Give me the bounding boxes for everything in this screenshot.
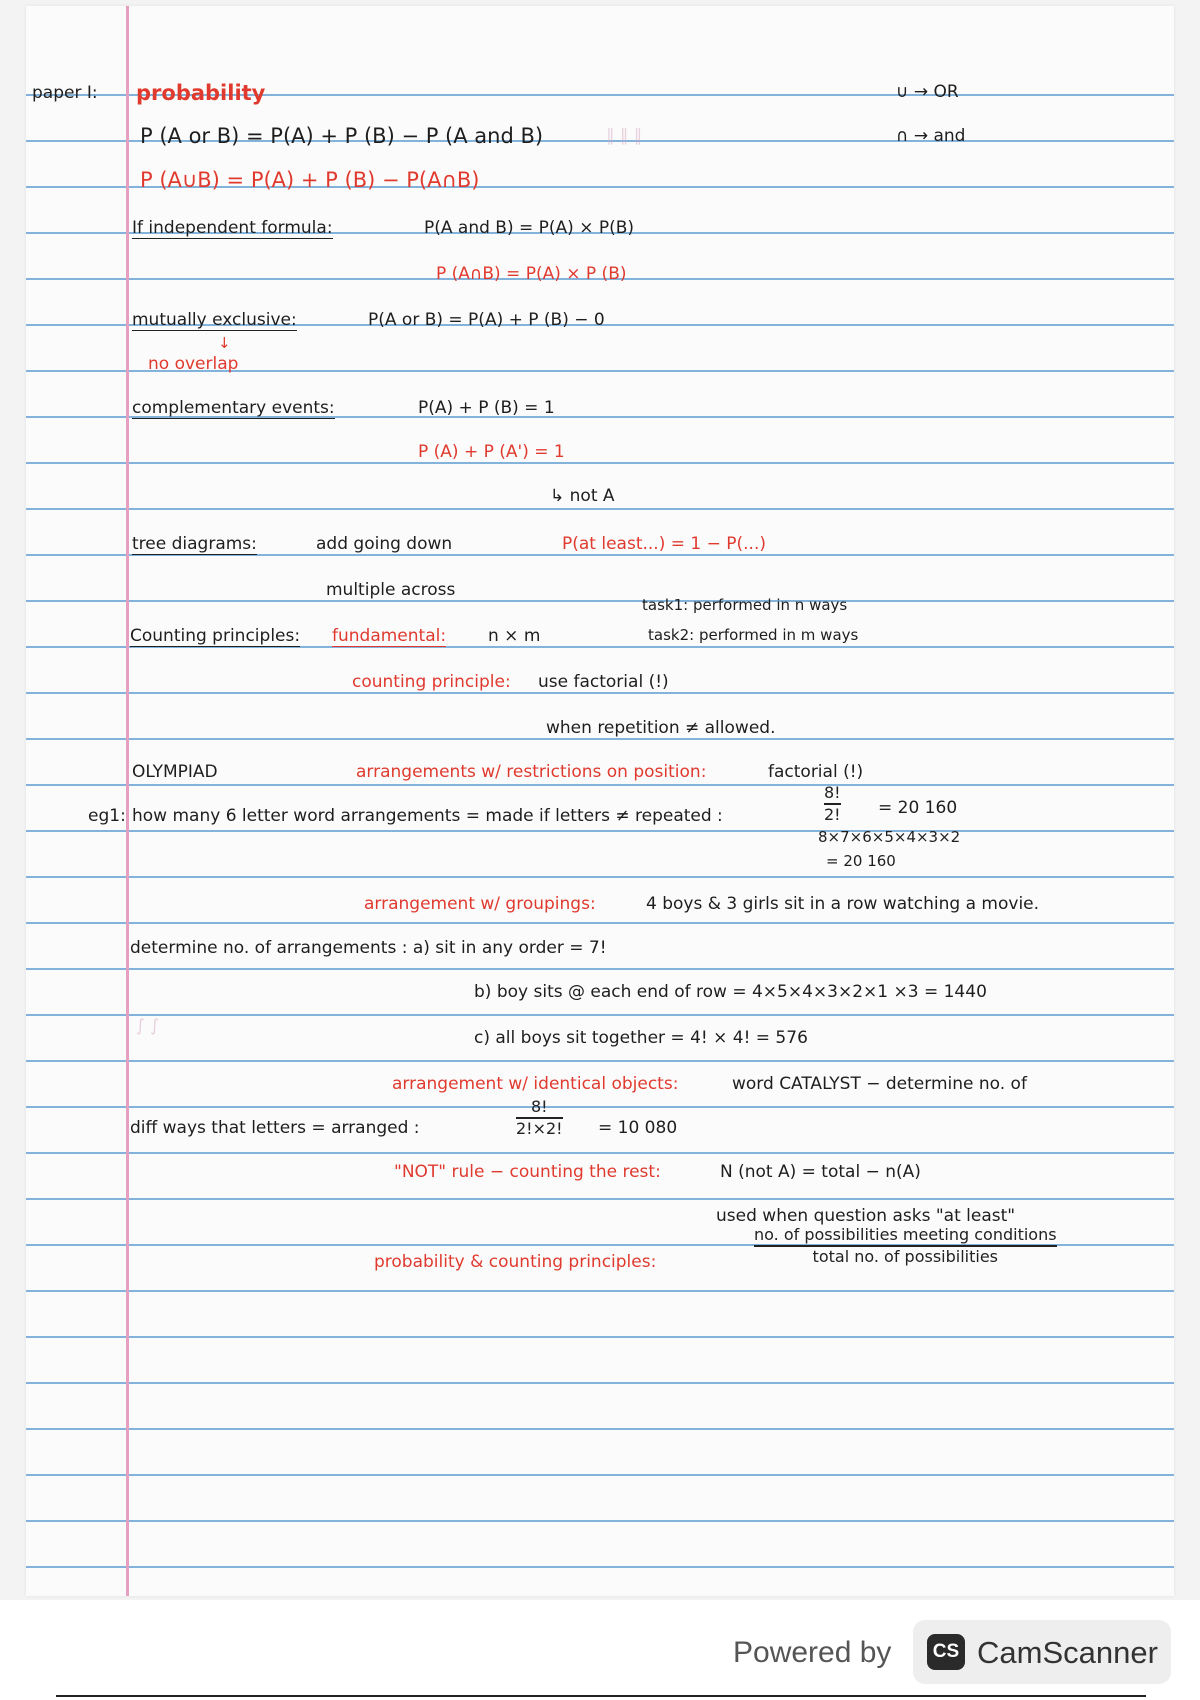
- groupings-label: arrangement w/ groupings:: [364, 894, 596, 914]
- tree-multiply-note: multiple across: [326, 580, 456, 600]
- arrow-down-icon: ↓: [218, 334, 231, 352]
- restrictions-text: factorial (!): [768, 762, 864, 782]
- ruled-line: [26, 1290, 1174, 1292]
- complementary-formula-prime: P (A) + P (A') = 1: [418, 442, 565, 462]
- notebook-page: [26, 6, 1174, 1596]
- task1-note: task1: performed in n ways: [642, 596, 848, 614]
- ruled-line: [26, 1198, 1174, 1200]
- ruled-line: [26, 692, 1174, 694]
- mutually-exclusive-formula: P(A or B) = P(A) + P (B) − 0: [368, 310, 605, 330]
- complementary-label: complementary events:: [132, 398, 335, 418]
- mutually-exclusive-label: mutually exclusive:: [132, 310, 297, 330]
- counting-principles-label: Counting principles:: [130, 626, 301, 646]
- fundamental-formula: n × m: [488, 626, 541, 646]
- example-result: = 20 160: [878, 798, 958, 818]
- ruled-line: [26, 1014, 1174, 1016]
- formula-union: P (A∪B) = P(A) + P (B) − P(A∩B): [140, 168, 480, 192]
- tree-add-note: add going down: [316, 534, 453, 554]
- ruled-line: [26, 1474, 1174, 1476]
- not-a-note: ↳ not A: [550, 486, 615, 506]
- repetition-note: when repetition ≠ allowed.: [546, 718, 776, 738]
- ruled-line: [26, 784, 1174, 786]
- ruled-line: [26, 600, 1174, 602]
- bleed-through: ∫ ∫: [136, 1016, 160, 1036]
- independent-label: If independent formula:: [132, 218, 333, 238]
- probability-fraction: [754, 1226, 1057, 1266]
- identical-fraction-denominator: 2!×2!: [516, 1118, 563, 1138]
- probability-fraction-denominator: total no. of possibilities: [812, 1246, 998, 1266]
- example-expansion: 8×7×6×5×4×3×2: [818, 828, 961, 846]
- ruled-line: [26, 876, 1174, 878]
- example-label: eg1:: [88, 806, 126, 826]
- footer: [0, 1600, 1200, 1700]
- bottom-divider: [56, 1695, 1146, 1697]
- ruled-line: [26, 462, 1174, 464]
- page-title: probability: [136, 81, 266, 105]
- independent-formula: P(A and B) = P(A) × P(B): [424, 218, 635, 238]
- groupings-text: 4 boys & 3 girls sit in a row watching a movie.: [646, 894, 1040, 914]
- counting-principle-label: counting principle:: [352, 672, 511, 692]
- example-fraction: [824, 784, 841, 824]
- powered-by-text: Powered by: [733, 1636, 892, 1669]
- camscanner-badge: [913, 1620, 1171, 1684]
- tree-diagrams-label: tree diagrams:: [132, 534, 257, 554]
- ruled-line: [26, 1428, 1174, 1430]
- no-overlap-note: no overlap: [148, 354, 239, 374]
- fundamental-label: fundamental:: [332, 626, 447, 646]
- ruled-line: [26, 1520, 1174, 1522]
- determine-part-b: b) boy sits @ each end of row = 4×5×4×3×2×1 ×3 = 1440: [474, 982, 987, 1002]
- not-rule-label: "NOT" rule − counting the rest:: [394, 1162, 661, 1182]
- identical-result: = 10 080: [598, 1118, 678, 1138]
- identical-objects-text: word CATALYST − determine no. of: [732, 1074, 1027, 1094]
- identical-fraction: [516, 1098, 563, 1138]
- not-rule-formula: N (not A) = total − n(A): [720, 1162, 921, 1182]
- probability-fraction-numerator: no. of possibilities meeting conditions: [754, 1225, 1057, 1244]
- example-fraction-numerator: 8!: [824, 783, 841, 802]
- independent-set-formula: P (A∩B) = P(A) × P (B): [436, 264, 627, 284]
- legend-intersection: ∩ → and: [896, 126, 966, 146]
- camscanner-logo-icon: CS: [927, 1634, 965, 1670]
- task2-note: task2: performed in m ways: [648, 626, 859, 644]
- legend-union: ∪ → OR: [896, 82, 959, 102]
- diff-ways-text: diff ways that letters = arranged :: [130, 1118, 420, 1138]
- ruled-line: [26, 1566, 1174, 1568]
- margin-line: [126, 6, 129, 1596]
- ruled-line: [26, 508, 1174, 510]
- used-when-note: used when question asks "at least": [716, 1206, 1016, 1226]
- paper-label: paper I:: [32, 83, 98, 103]
- camscanner-brand-name: CamScanner: [977, 1635, 1158, 1670]
- ruled-line: [26, 968, 1174, 970]
- ruled-line: [26, 1060, 1174, 1062]
- identical-objects-label: arrangement w/ identical objects:: [392, 1074, 679, 1094]
- identical-fraction-numerator: 8!: [531, 1097, 548, 1116]
- determine-part-c: c) all boys sit together = 4! × 4! = 576: [474, 1028, 808, 1048]
- probability-counting-label: probability & counting principles:: [374, 1252, 657, 1272]
- formula-or: P (A or B) = P(A) + P (B) − P (A and B): [140, 124, 544, 148]
- counting-principle-text: use factorial (!): [538, 672, 669, 692]
- ruled-line: [26, 830, 1174, 832]
- at-least-formula: P(at least...) = 1 − P(...): [562, 534, 766, 554]
- example-question: how many 6 letter word arrangements = made if letters ≠ repeated :: [132, 806, 723, 826]
- ruled-line: [26, 1152, 1174, 1154]
- restrictions-label: arrangements w/ restrictions on position:: [356, 762, 707, 782]
- ruled-line: [26, 1336, 1174, 1338]
- ruled-line: [26, 738, 1174, 740]
- ruled-line: [26, 1382, 1174, 1384]
- ruled-line: [26, 1106, 1174, 1108]
- complementary-formula: P(A) + P (B) = 1: [418, 398, 555, 418]
- determine-part-a: determine no. of arrangements : a) sit in any order = 7!: [130, 938, 607, 958]
- example-result-check: = 20 160: [826, 852, 896, 870]
- ruled-line: [26, 922, 1174, 924]
- olympiad-label: OLYMPIAD: [132, 762, 218, 782]
- bleed-through: ∥ ∥ ∥: [606, 126, 643, 146]
- example-fraction-denominator: 2!: [824, 804, 841, 824]
